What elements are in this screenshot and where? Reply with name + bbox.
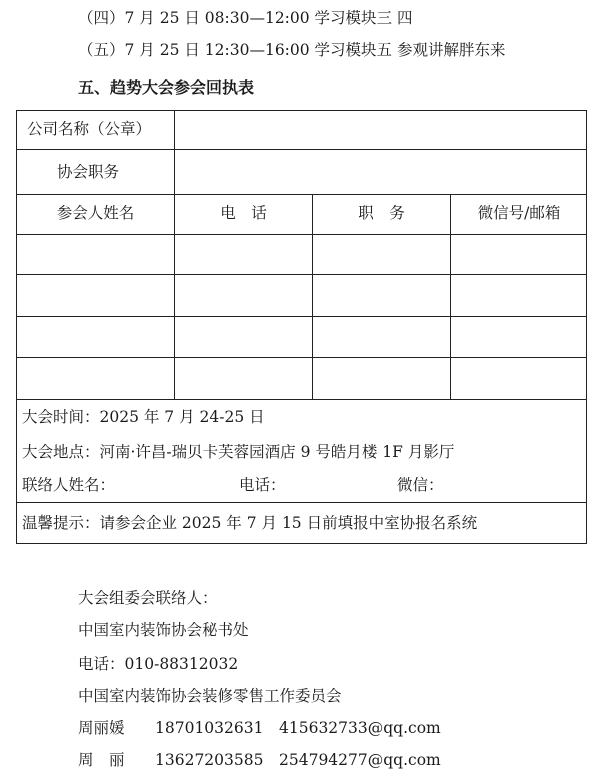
reminder-tip: 温馨提示：请参会企业 2025 年 7 月 15 日前填报中室协报名系统 xyxy=(22,514,478,532)
contact-person-name: 周丽媛 xyxy=(78,719,125,737)
table-row[interactable] xyxy=(17,358,586,399)
contact-person-phone: 18701032631 xyxy=(155,719,264,737)
contact-phone-label: 电话： xyxy=(239,476,286,494)
contact-person-row xyxy=(78,750,578,770)
meeting-time: 大会时间：2025 年 7 月 24-25 日 xyxy=(22,408,265,426)
contacts-org-secretariat: 中国室内装饰协会秘书处 xyxy=(78,621,249,639)
table-row[interactable] xyxy=(17,275,586,316)
header-position: 职 务 xyxy=(358,204,405,222)
contact-name-label: 联络人姓名： xyxy=(22,476,116,494)
contact-wechat-label: 微信： xyxy=(397,476,444,494)
contacts-org-committee: 中国室内装饰协会装修零售工作委员会 xyxy=(78,687,342,705)
contacts-phone: 电话：010-88312032 xyxy=(78,655,239,673)
contact-info-row xyxy=(22,475,582,495)
contact-person-email[interactable]: 254794277@qq.com xyxy=(279,751,441,769)
company-name-label: 公司名称（公章） xyxy=(27,120,152,138)
contact-person-row xyxy=(78,718,578,738)
header-wechat-email: 微信号/邮箱 xyxy=(477,204,561,222)
row-divider xyxy=(17,194,586,195)
contact-person-phone: 13627203585 xyxy=(155,751,264,769)
contact-person-name: 周 丽 xyxy=(78,751,125,769)
header-phone: 电 话 xyxy=(220,204,267,222)
contact-person-email[interactable]: 415632733@qq.com xyxy=(279,719,441,737)
section-title: 五、趋势大会参会回执表 xyxy=(78,78,255,97)
meeting-venue: 大会地点：河南·许昌-瑞贝卡芙蓉园酒店 9 号皓月楼 1F 月影厅 xyxy=(22,443,455,461)
association-position-field[interactable] xyxy=(175,150,586,194)
row-divider xyxy=(17,502,586,503)
association-position-label: 协会职务 xyxy=(57,163,120,181)
header-attendee-name: 参会人姓名 xyxy=(56,204,135,222)
table-row[interactable] xyxy=(17,235,586,274)
schedule-line-4: （四）7 月 25 日 08:30—12:00 学习模块三 四 xyxy=(78,9,413,27)
contacts-title: 大会组委会联络人： xyxy=(78,589,218,607)
company-name-field[interactable] xyxy=(175,111,586,149)
registration-form xyxy=(16,110,587,544)
schedule-line-5: （五）7 月 25 日 12:30—16:00 学习模块五 参观讲解胖东来 xyxy=(78,41,506,59)
table-row[interactable] xyxy=(17,317,586,357)
row-divider xyxy=(17,399,586,400)
